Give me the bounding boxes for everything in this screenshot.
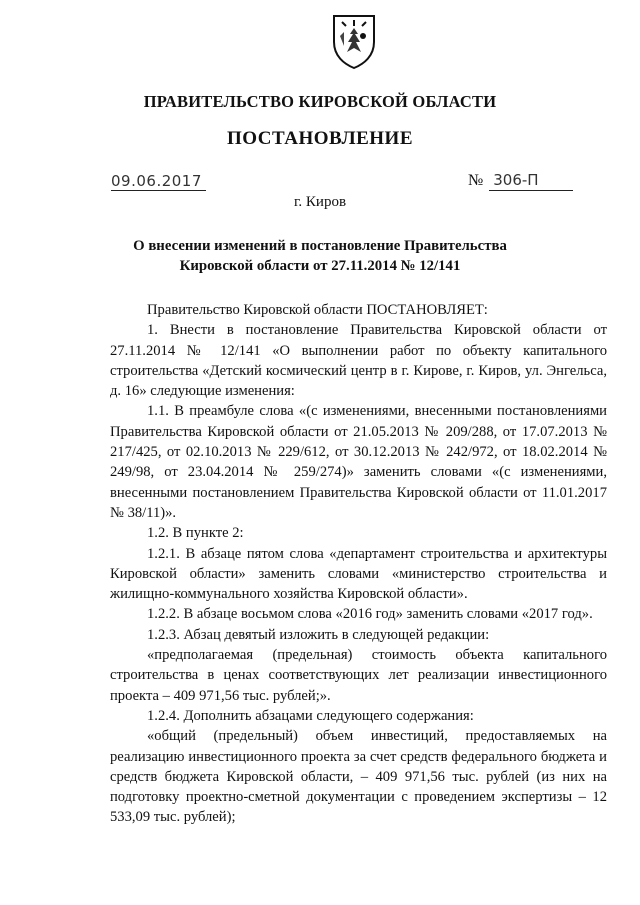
paragraph: «предполагаемая (предельная) стоимость объекта капитального строительства в ценах соответствующих лет реализации инвестиционного проекта – 409 971,56 тыс. рублей;».: [110, 647, 607, 704]
coat-of-arms-icon: [330, 12, 378, 70]
paragraph: Правительство Кировской области ПОСТАНОВЛЯЕТ:: [147, 302, 488, 318]
paragraph: 1.2.2. В абзаце восьмом слова «2016 год» заменить словами «2017 год».: [147, 606, 593, 623]
number-label: №: [468, 172, 484, 189]
city: г. Киров: [293, 194, 347, 210]
title-line-2: Кировской области от 27.11.2014 № 12/141: [179, 258, 461, 274]
title-line-1: О внесении изменений в постановление Правительства: [133, 238, 507, 254]
document-number: [468, 170, 573, 191]
document-title: [100, 236, 540, 276]
paragraph: 1.2.1. В абзаце пятом слова «департамент строительства и архитектуры Кировской области» заменить словами «министерство строительства и жилищно-коммунального хозяйства Кировской области».: [110, 545, 607, 603]
paragraph: 1.2. В пункте 2:: [147, 525, 244, 542]
paragraph: 1.2.3. Абзац девятый изложить в следующей редакции:: [147, 626, 490, 643]
document-body: [110, 300, 607, 828]
paragraph: 1. Внести в постановление Правительства Кировской области от 27.11.2014 № 12/141 «О выполнении работ по объекту капитального строительства «Детский космический центр в г. Кирове, г. Киров, ул. Энгельса, д. 16» следующие изменения:: [110, 322, 607, 400]
number-value: 306-П: [489, 170, 573, 191]
document-date: 09.06.2017: [111, 172, 206, 191]
paragraph: 1.1. В преамбуле слова «(с изменениями, внесенными постановлениями Правительства Кировской области от 21.05.2013 № 209/288, от 17.07.2013 № 217/425, от 02.10.2013 № 229/612, от 30.12.2013 № 242/972, от 18.02.2014 № 249/98, от 23.04.2014 № 259/274)» заменить словами «(с изменениями, внесенными постановлением Правительства Кировской области от 11.01.2017 № 38/11)».: [110, 403, 607, 521]
paragraph: «общий (предельный) объем инвестиций, предоставляемых на реализацию инвестиционного проекта за счет средств федерального бюджета и средств бюджета Кировской области, – 409 971,56 тыс. рублей (из них на подготовку проектно-сметной документации с проведением экспертизы – 12 533,09 тыс. рублей);: [110, 728, 607, 826]
paragraph: 1.2.4. Дополнить абзацами следующего содержания:: [147, 707, 474, 724]
document-type: ПОСТАНОВЛЕНИЕ: [226, 128, 414, 149]
organization-name: ПРАВИТЕЛЬСТВО КИРОВСКОЙ ОБЛАСТИ: [143, 92, 497, 111]
